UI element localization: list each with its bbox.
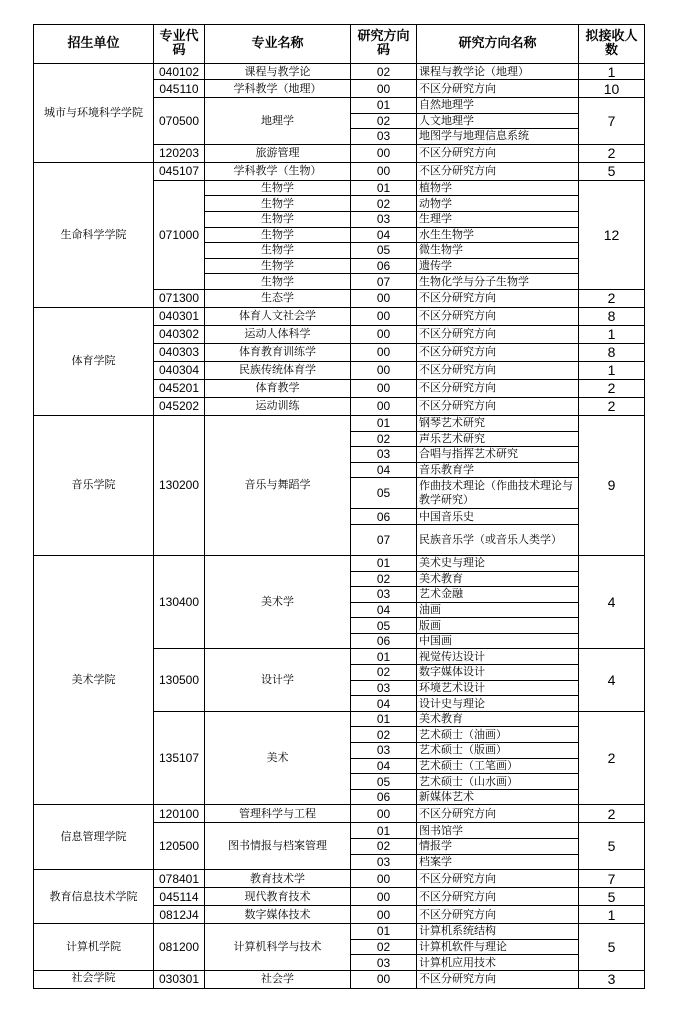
direction-name: 水生生物学 [417,227,579,243]
direction-name: 不区分研究方向 [417,870,579,888]
header-major-code: 专业代码 [154,25,205,64]
major-name: 社会学 [205,970,351,988]
direction-code: 00 [351,379,417,397]
major-name: 生物学 [205,180,351,196]
direction-code: 07 [351,274,417,290]
direction-name: 油画 [417,602,579,618]
major-name: 学科教学（地理） [205,80,351,98]
direction-code: 03 [351,680,417,696]
major-code: 120500 [154,823,205,870]
unit-name: 社会学院 [34,970,154,988]
major-code: 040102 [154,64,205,80]
direction-code: 03 [351,129,417,145]
quota: 5 [579,823,645,870]
quota: 2 [579,397,645,415]
direction-name: 不区分研究方向 [417,162,579,180]
direction-code: 06 [351,789,417,805]
direction-name: 档案学 [417,854,579,870]
major-name: 学科教学（生物） [205,162,351,180]
quota: 1 [579,64,645,80]
direction-name: 新媒体艺术 [417,789,579,805]
direction-code: 02 [351,431,417,447]
quota: 5 [579,888,645,906]
direction-code: 05 [351,774,417,790]
direction-code: 02 [351,665,417,681]
direction-name: 数字媒体设计 [417,665,579,681]
major-name: 音乐与舞蹈学 [205,415,351,555]
quota: 5 [579,924,645,971]
major-name: 生态学 [205,289,351,307]
direction-code: 00 [351,144,417,162]
major-name: 数字媒体技术 [205,906,351,924]
direction-name: 声乐艺术研究 [417,431,579,447]
direction-name: 遗传学 [417,258,579,274]
major-name: 现代教育技术 [205,888,351,906]
direction-code: 02 [351,113,417,129]
direction-name: 中国音乐史 [417,509,579,525]
unit-name: 信息管理学院 [34,805,154,870]
major-name: 生物学 [205,196,351,212]
quota: 1 [579,906,645,924]
direction-name: 计算机系统结构 [417,924,579,940]
direction-code: 01 [351,823,417,839]
header-unit: 招生单位 [34,25,154,64]
direction-code: 03 [351,211,417,227]
major-code: 130400 [154,555,205,649]
direction-name: 美术史与理论 [417,555,579,571]
major-name: 生物学 [205,227,351,243]
table-row [34,805,645,823]
direction-name: 自然地理学 [417,98,579,114]
quota: 2 [579,805,645,823]
direction-code: 02 [351,727,417,743]
direction-name: 不区分研究方向 [417,888,579,906]
direction-name: 不区分研究方向 [417,970,579,988]
major-code: 071300 [154,289,205,307]
direction-name: 微生物学 [417,243,579,259]
direction-code: 00 [351,906,417,924]
major-code: 081200 [154,924,205,971]
major-code: 071000 [154,180,205,289]
direction-code: 00 [351,888,417,906]
direction-name: 作曲技术理论（作曲技术理论与教学研究） [417,478,579,509]
quota: 1 [579,361,645,379]
direction-code: 01 [351,98,417,114]
unit-name: 音乐学院 [34,415,154,555]
direction-code: 01 [351,711,417,727]
quota: 5 [579,162,645,180]
direction-code: 00 [351,289,417,307]
direction-name: 不区分研究方向 [417,397,579,415]
direction-name: 视觉传达设计 [417,649,579,665]
direction-name: 计算机应用技术 [417,955,579,971]
direction-code: 01 [351,649,417,665]
unit-name: 计算机学院 [34,924,154,971]
direction-name: 不区分研究方向 [417,325,579,343]
major-code: 045202 [154,397,205,415]
table-row [34,555,645,571]
major-code: 120100 [154,805,205,823]
direction-name: 课程与教学论（地理） [417,64,579,80]
direction-code: 01 [351,924,417,940]
direction-code: 00 [351,325,417,343]
header-direction-name: 研究方向名称 [417,25,579,64]
table-row [34,415,645,431]
quota: 8 [579,343,645,361]
direction-name: 图书馆学 [417,823,579,839]
major-code: 030301 [154,970,205,988]
direction-name: 地图学与地理信息系统 [417,129,579,145]
header-quota: 拟接收人数 [579,25,645,64]
direction-code: 03 [351,447,417,463]
major-name: 设计学 [205,649,351,711]
direction-code: 05 [351,478,417,509]
direction-code: 02 [351,939,417,955]
quota: 4 [579,555,645,649]
table-row [34,162,645,180]
direction-name: 不区分研究方向 [417,289,579,307]
direction-name: 不区分研究方向 [417,307,579,325]
direction-code: 02 [351,64,417,80]
direction-name: 动物学 [417,196,579,212]
quota: 7 [579,870,645,888]
major-name: 美术 [205,711,351,805]
major-name: 教育技术学 [205,870,351,888]
direction-code: 07 [351,524,417,555]
quota: 12 [579,180,645,289]
direction-code: 01 [351,415,417,431]
major-code: 078401 [154,870,205,888]
major-name: 美术学 [205,555,351,649]
quota: 4 [579,649,645,711]
major-code: 070500 [154,98,205,145]
major-code: 045110 [154,80,205,98]
unit-name: 教育信息技术学院 [34,870,154,924]
major-name: 生物学 [205,258,351,274]
major-code: 045201 [154,379,205,397]
direction-code: 01 [351,555,417,571]
quota: 7 [579,98,645,145]
major-name: 课程与教学论 [205,64,351,80]
direction-name: 艺术硕士（版画） [417,743,579,759]
quota: 2 [579,379,645,397]
direction-name: 生物化学与分子生物学 [417,274,579,290]
direction-code: 00 [351,80,417,98]
direction-name: 环境艺术设计 [417,680,579,696]
quota: 2 [579,289,645,307]
direction-code: 05 [351,618,417,634]
direction-name: 不区分研究方向 [417,144,579,162]
direction-name: 艺术硕士（工笔画） [417,758,579,774]
direction-code: 00 [351,361,417,379]
direction-name: 生理学 [417,211,579,227]
table-body [34,64,645,989]
direction-code: 00 [351,870,417,888]
unit-name: 体育学院 [34,307,154,415]
direction-name: 不区分研究方向 [417,805,579,823]
table-row [34,924,645,940]
direction-code: 00 [351,162,417,180]
unit-name: 生命科学学院 [34,162,154,307]
major-code: 040302 [154,325,205,343]
unit-name: 美术学院 [34,555,154,805]
direction-name: 计算机软件与理论 [417,939,579,955]
direction-name: 艺术硕士（油画） [417,727,579,743]
admission-table [33,24,645,989]
table-header [34,25,645,64]
direction-code: 00 [351,805,417,823]
major-code: 040304 [154,361,205,379]
direction-code: 03 [351,743,417,759]
direction-code: 02 [351,839,417,855]
major-name: 体育教学 [205,379,351,397]
major-code: 0812J4 [154,906,205,924]
direction-code: 02 [351,571,417,587]
major-name: 生物学 [205,274,351,290]
unit-name: 城市与环境科学学院 [34,64,154,163]
major-code: 045107 [154,162,205,180]
direction-code: 04 [351,227,417,243]
major-name: 运动训练 [205,397,351,415]
table-row [34,64,645,80]
direction-code: 02 [351,196,417,212]
direction-code: 06 [351,509,417,525]
quota: 2 [579,711,645,805]
direction-name: 中国画 [417,633,579,649]
direction-name: 不区分研究方向 [417,80,579,98]
major-name: 运动人体科学 [205,325,351,343]
direction-code: 03 [351,587,417,603]
direction-code: 03 [351,854,417,870]
direction-name: 植物学 [417,180,579,196]
major-code: 130200 [154,415,205,555]
direction-name: 钢琴艺术研究 [417,415,579,431]
table-row [34,970,645,988]
direction-name: 人文地理学 [417,113,579,129]
direction-code: 01 [351,180,417,196]
direction-code: 03 [351,955,417,971]
direction-name: 美术教育 [417,711,579,727]
quota: 1 [579,325,645,343]
direction-name: 情报学 [417,839,579,855]
direction-name: 艺术金融 [417,587,579,603]
major-name: 体育教育训练学 [205,343,351,361]
direction-name: 不区分研究方向 [417,379,579,397]
major-name: 计算机科学与技术 [205,924,351,971]
direction-name: 音乐教育学 [417,462,579,478]
major-code: 135107 [154,711,205,805]
quota: 2 [579,144,645,162]
quota: 8 [579,307,645,325]
direction-code: 05 [351,243,417,259]
quota: 3 [579,970,645,988]
major-name: 生物学 [205,211,351,227]
direction-name: 版画 [417,618,579,634]
direction-code: 04 [351,758,417,774]
direction-name: 设计史与理论 [417,696,579,712]
direction-code: 00 [351,397,417,415]
quota: 10 [579,80,645,98]
direction-name: 艺术硕士（山水画） [417,774,579,790]
direction-name: 不区分研究方向 [417,906,579,924]
direction-code: 00 [351,307,417,325]
major-name: 民族传统体育学 [205,361,351,379]
direction-code: 04 [351,696,417,712]
direction-name: 美术教育 [417,571,579,587]
major-name: 管理科学与工程 [205,805,351,823]
direction-code: 06 [351,258,417,274]
header-major-name: 专业名称 [205,25,351,64]
table-row [34,870,645,888]
major-code: 040301 [154,307,205,325]
quota: 9 [579,415,645,555]
major-code: 130500 [154,649,205,711]
major-name: 地理学 [205,98,351,145]
direction-code: 04 [351,462,417,478]
direction-code: 00 [351,343,417,361]
major-name: 生物学 [205,243,351,259]
direction-code: 04 [351,602,417,618]
major-name: 图书情报与档案管理 [205,823,351,870]
major-code: 040303 [154,343,205,361]
direction-name: 合唱与指挥艺术研究 [417,447,579,463]
major-name: 旅游管理 [205,144,351,162]
major-code: 120203 [154,144,205,162]
direction-name: 民族音乐学（或音乐人类学） [417,524,579,555]
direction-code: 00 [351,970,417,988]
major-code: 045114 [154,888,205,906]
major-name: 体育人文社会学 [205,307,351,325]
direction-code: 06 [351,633,417,649]
table-row [34,307,645,325]
direction-name: 不区分研究方向 [417,343,579,361]
direction-name: 不区分研究方向 [417,361,579,379]
header-direction-code: 研究方向码 [351,25,417,64]
